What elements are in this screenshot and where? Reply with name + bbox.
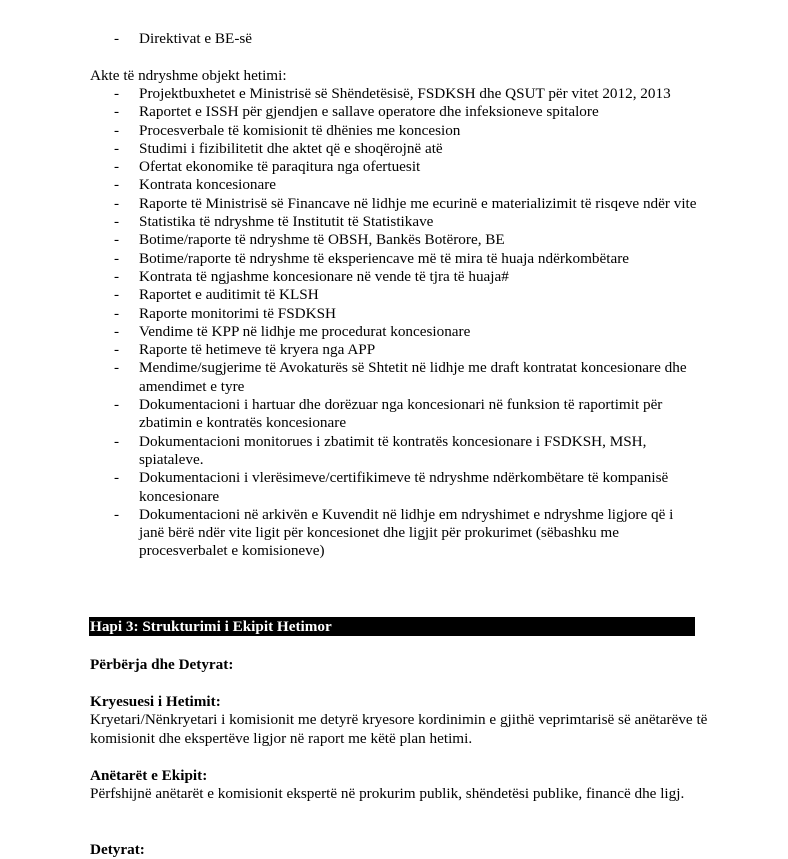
acts-intro: Akte të ndryshme objekt hetimi: [90,67,287,84]
list-item [0,30,699,48]
list-item-text: Projektbuxhetet e Ministrisë së Shëndetësisë, FSDKSH dhe QSUT për vitet 2012, 2013 [139,85,671,102]
members-heading: Anëtarët e Ekipit: [90,767,208,784]
list-item-text: Ofertat ekonomike të paraqitura nga ofertuesit [139,158,421,176]
bullet-dash: - [114,505,120,523]
list-item-text: Raportet e auditimit të KLSH [139,286,319,304]
list-item [0,213,699,231]
list-item-text: Mendime/sugjerime të Avokaturës së Shtetit në lidhje me draft kontratat koncesionare dhe amendimet e tyre [139,359,687,395]
bullet-dash: - [114,286,120,304]
list-item [0,305,699,323]
list-item-text: Raporte të Ministrisë së Financave në lidhje me ecurinë e materializimit të risqeve ndër vite [139,194,697,212]
directives-list [0,30,699,48]
list-item [0,286,699,304]
bullet-dash: - [114,121,120,139]
bullet-dash: - [114,30,120,47]
bullet-dash: - [114,469,120,487]
list-item-text: Raporte monitorimi të FSDKSH [139,304,337,322]
list-item-text: Direktivat e BE-së [139,30,253,47]
list-item [0,268,699,286]
list-item-text: Dokumentacioni i vlerësimeve/certifikimeve të ndryshme ndërkombëtare të kompanisë koncesionare [139,469,669,505]
list-item-text: Dokumentacioni i hartuar dhe dorëzuar nga koncesionari në funksion të raportimit për zbatimin e kontratës koncesionare [139,396,663,432]
bullet-dash: - [114,103,120,121]
list-item-text: Dokumentacioni monitorues i zbatimit të kontratës koncesionare i FSDKSH, MSH, spiataleve. [139,432,647,468]
bullet-dash: - [114,359,120,377]
list-item-text: Studimi i fizibilitetit dhe aktet që e shoqërojnë atë [139,139,443,157]
list-item [0,158,699,176]
list-item-text: Dokumentacioni në arkivën e Kuvendit në lidhje em ndryshimet e ndryshme ligjore që i janë bërë ndër vite ligit për koncesionet dhe ligjit për prokurimet (sëbashku me procesverbalet e komisioneve) [139,505,674,560]
list-item-text: Procesverbale të komisionit të dhënies me koncesion [139,121,461,139]
members-description: Përfshijnë anëtarët e komisionit ekspertë në prokurim publik, shëndetësi publike, financë dhe ligj. [90,785,685,803]
bullet-dash: - [114,158,120,176]
tasks-heading: Detyrat: [90,841,145,858]
bullet-dash: - [114,396,120,414]
bullet-dash: - [114,304,120,322]
list-item-text: Botime/raporte të ndryshme të OBSH, Bankës Botërore, BE [139,231,505,249]
bullet-dash: - [114,249,120,267]
tasks-section [90,841,710,859]
bullet-dash: - [114,322,120,340]
list-item [0,341,699,359]
list-item [0,469,699,506]
list-item [0,103,699,121]
chair-description: Kryetari/Nënkryetari i komisionit me detyrë kryesore kordinimin e gjithë veprimtarisë së anëtarëve të komisionit dhe ekspertëve ligjor në raport me këtë plan hetimi. [90,711,708,747]
composition-section [90,656,710,674]
bullet-dash: - [114,176,120,194]
list-item [0,140,699,158]
list-item [0,122,699,140]
list-item [0,323,699,341]
bullet-dash: - [114,267,120,285]
bullet-dash: - [114,341,120,359]
chair-heading: Kryesuesi i Hetimit: [90,693,221,710]
list-item [0,250,699,268]
bullet-dash: - [114,85,120,102]
list-item [0,176,699,194]
bullet-dash: - [114,194,120,212]
list-item [0,231,699,249]
composition-heading: Përbërja dhe Detyrat: [90,656,234,673]
chair-section [90,693,710,748]
acts-list [0,85,788,561]
list-item [0,506,699,561]
list-item-text: Raporte të hetimeve të kryera nga APP [139,341,376,359]
bullet-dash: - [114,139,120,157]
bullet-dash: - [114,432,120,450]
list-item [0,396,699,433]
list-item-text: Botime/raporte të ndryshme të eksperiencave më të mira të huaja ndërkombëtare [139,249,630,267]
list-item-text: Kontrata të ngjashme koncesionare në vende të tjra të huaja# [139,267,509,285]
list-item-text: Vendime të KPP në lidhje me procedurat koncesionare [139,322,471,340]
step-heading-banner: Hapi 3: Strukturimi i Ekipit Hetimor [89,617,695,636]
list-item-text: Statistika të ndryshme të Institutit të Statistikave [139,213,434,231]
list-item-text: Raportet e ISSH për gjendjen e sallave operatore dhe infeksioneve spitalore [139,103,599,121]
list-item [0,433,699,470]
list-item [0,359,699,396]
members-section [90,767,710,804]
bullet-dash: - [114,213,120,231]
list-item [0,195,699,213]
bullet-dash: - [114,231,120,249]
list-item [0,85,699,103]
list-item-text: Kontrata koncesionare [139,176,277,194]
